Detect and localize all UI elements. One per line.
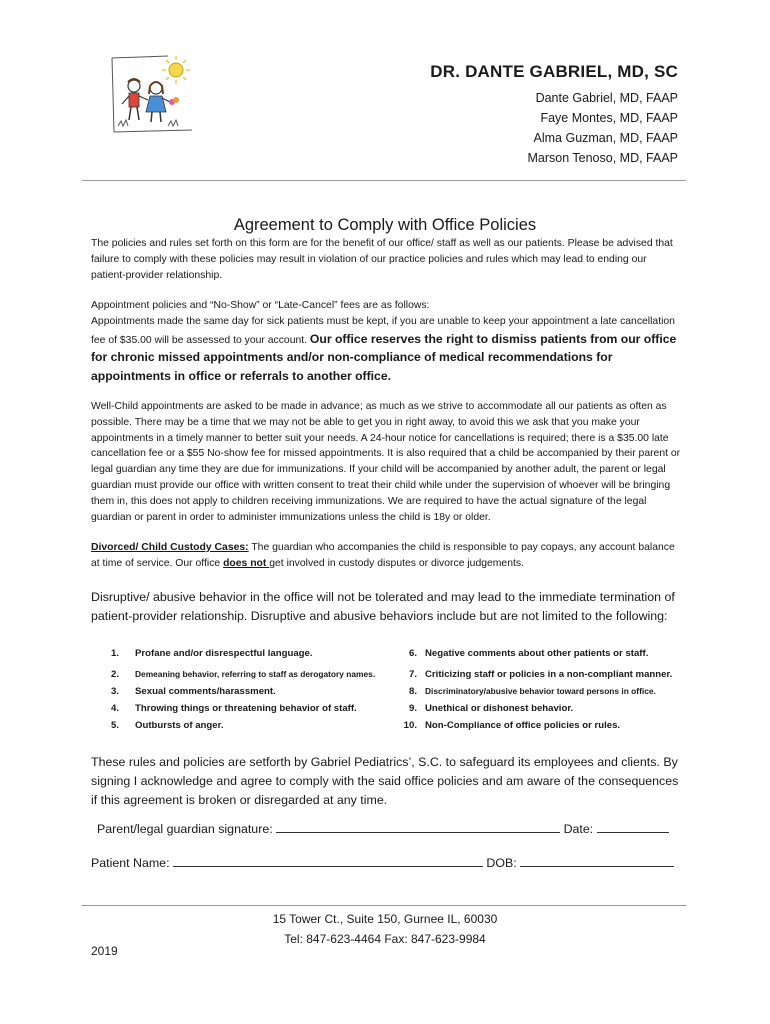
list-item: 1. Profane and/or disrespectful language. 6. Negative comments about other patients or staff. [110, 648, 649, 659]
patient-name-field[interactable] [173, 854, 483, 867]
date-label: Date: [563, 822, 594, 836]
dob-field[interactable] [520, 854, 674, 867]
well-child-paragraph: Well-Child appointments are asked to be made in advance; as much as we strive to accommodate all our patients as often as possible. There may be a time that we may not be able to get you in right away, to avoid this we ask that you make your appointments in a timely manner to better suit your needs. A 24-hour notice for cancellations is required; there is a $35.00 late cancellation fee or a $55 No-show fee for missed appointments. It is also required that a child be accompanied by their parent or legal guardian any time they are due for immunizations. If your child will be accompanied by another adult, the parent or legal guardian must provide our office with written consent to treat their child while under the supervision of whoever will be bringing them in, this does not apply to children receiving immunizations. We are required to have the actual signature of the legal guardian or parent in order to administer immunizations unless the child is 18y or older. [91, 401, 681, 523]
appointment-policies [91, 298, 683, 386]
practice-logo [108, 52, 198, 134]
footer-divider [82, 905, 686, 906]
intro-paragraph: The policies and rules set forth on this form are for the benefit of our office/ staff as well as our patients. Please be advised that failure to comply with these policies may result in violation of our practice policies and rules which may lead to ending our patient-provider relationship. [91, 238, 673, 281]
document-title: Agreement to Comply with Office Policies [233, 216, 537, 234]
custody-text: The guardian who accompanies the child is responsible to pay copays, any account balance at time of service. Our office [91, 542, 675, 569]
behavior-intro: Disruptive/ abusive behavior in the office will not be tolerated and may lead to the immediate termination of patient-provider relationship. Disruptive and abusive behaviors include but are not limited to the following: [91, 590, 675, 623]
closing-paragraph: These rules and policies are setforth by Gabriel Pediatrics’, S.C. to safeguard its employees and clients. By signing I acknowledge and agree to comply with the said office policies and am aware of the consequences if this agreement is broken or disregarded at any time. [91, 755, 679, 807]
dismissal-policy: Our office reserves the right to dismiss patients from our office for chronic missed appointments and/or non-compliance of medical recommendations for appointments in office or referrals to another office. [91, 331, 677, 384]
appointment-policies-text: Appointments made the same day for sick patients must be kept, if you are unable to keep your appointment a late cancellation fee of $35.00 will be assessed to your account. [91, 315, 675, 346]
footer-address: 15 Tower Ct., Suite 150, Gurnee IL, 60030 [272, 912, 498, 926]
list-item: 2. Demeaning behavior, referring to staff as derogatory names. 7. Criticizing staff or policies in a non-compliant manner. [110, 669, 673, 680]
guardian-signature-field[interactable] [276, 820, 560, 833]
custody-text-end: get involved in custody disputes or divorce judgements. [269, 557, 524, 569]
patient-name-label: Patient Name: [91, 856, 170, 870]
custody-emphasis: does not [223, 557, 270, 569]
list-item: 5. Outbursts of anger. 10. Non-Compliance of office policies or rules. [110, 720, 621, 731]
custody-heading: Divorced/ Child Custody Cases: [91, 542, 249, 553]
behavior-list [91, 648, 683, 738]
custody-paragraph [91, 540, 683, 572]
footer-phone: Tel: 847-623-4464 Fax: 847-623-9984 [284, 932, 486, 946]
guardian-signature-label: Parent/legal guardian signature: [97, 822, 273, 836]
document-year: 2019 [91, 944, 118, 958]
doctor-name: Alma Guzman, MD, FAAP [533, 131, 678, 145]
doctor-name: Faye Montes, MD, FAAP [540, 111, 678, 125]
list-item: 4. Throwing things or threatening behavior of staff. 9. Unethical or dishonest behavior. [110, 703, 574, 714]
list-item: 3. Sexual comments/harassment. 8. Discriminatory/abusive behavior toward persons in office. [110, 686, 656, 697]
footer [0, 909, 770, 949]
doctor-name: Dante Gabriel, MD, FAAP [535, 91, 678, 105]
appointment-policies-heading: Appointment policies and “No-Show” or “Late-Cancel” fees are as follows: [91, 300, 430, 311]
header-divider [82, 180, 686, 181]
practice-name: DR. DANTE GABRIEL, MD, SC [430, 62, 678, 81]
dob-label: DOB: [486, 856, 517, 870]
patient-info-row [91, 854, 691, 870]
guardian-signature-row [97, 820, 697, 836]
practice-header [430, 62, 678, 168]
doctor-name: Marson Tenoso, MD, FAAP [527, 151, 678, 165]
date-field[interactable] [597, 820, 669, 833]
